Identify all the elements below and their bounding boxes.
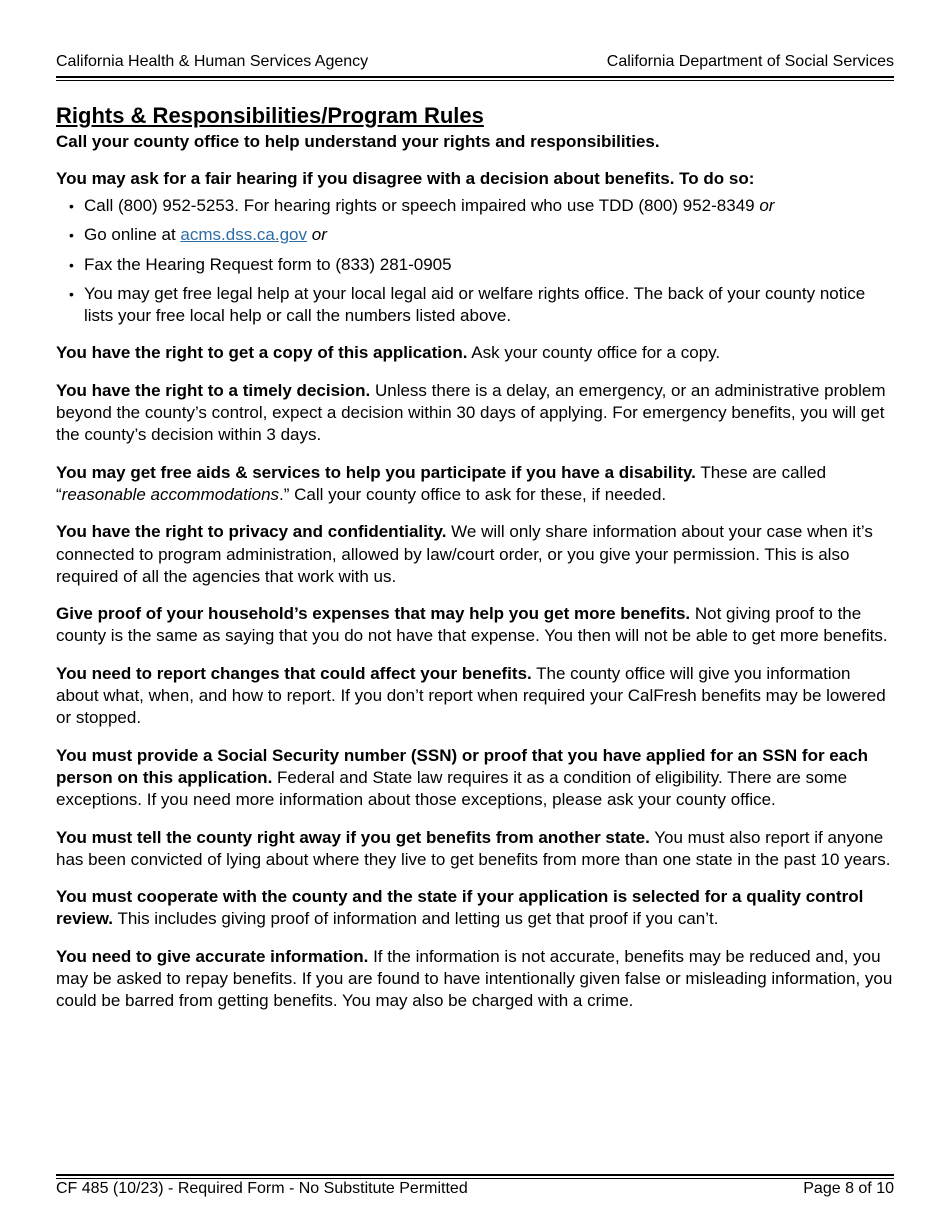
department-name: California Department of Social Services xyxy=(606,53,894,70)
running-header xyxy=(56,52,894,72)
header-divider xyxy=(56,76,894,81)
list-item-call: • Call (800) 952-5253. For hearing rights or speech impaired who use TDD (800) 952-8349 or xyxy=(56,195,894,217)
paragraph-privacy: You have the right to privacy and confidentiality. We will only share information about your case when it’s connected to program administration, allowed by law/court order, or you give your permission. This is also required of all the agencies that work with us. xyxy=(56,522,873,586)
paragraph-timely-decision: You have the right to a timely decision. Unless there is a delay, an emergency, or an administrative problem beyond the county’s control, expect a decision within 30 days of applying. For emergency benefits, you will get the county’s decision within 3 days. xyxy=(56,380,886,445)
paragraph-disability-aids: You may get free aids & services to help you participate if you have a disability. These are called “reasonable accommodations.” Call your county office to ask for these, if needed. xyxy=(56,462,827,504)
form-id: CF 485 (10/23) - Required Form - No Substitute Permitted xyxy=(56,1180,468,1197)
agency-name: California Health & Human Services Agency xyxy=(56,53,369,70)
running-footer xyxy=(56,1179,894,1199)
list-item-online: • Go online at acms.dss.ca.gov or xyxy=(56,224,894,246)
fair-hearing-options xyxy=(56,195,894,327)
page-number: Page 8 of 10 xyxy=(803,1180,894,1197)
fair-hearing-lead: You may ask for a fair hearing if you disagree with a decision about benefits. To do so: xyxy=(56,169,755,188)
paragraph-other-state-benefits: You must tell the county right away if you get benefits from another state. You must also report if anyone has been convicted of lying about where they live to get benefits from more than one state in the past 10 years. xyxy=(56,827,891,869)
paragraph-ssn: You must provide a Social Security number (SSN) or proof that you have applied for an SSN for each person on this application. Federal and State law requires it as a condition of eligibility. There are some exceptions. If you need more information about those exceptions, please ask your county office. xyxy=(56,745,869,810)
acms-link[interactable]: acms.dss.ca.gov xyxy=(180,225,308,245)
paragraph-copy-of-application: You have the right to get a copy of this application. Ask your county office for a copy. xyxy=(56,343,721,363)
paragraph-accurate-information: You need to give accurate information. If the information is not accurate, benefits may be reduced and, you may be asked to repay benefits. If you are found to have intentionally given false or misleading information, you could be barred from getting benefits. You may also be charged with a crime. xyxy=(56,946,893,1011)
paragraph-report-changes: You need to report changes that could affect your benefits. The county office will give you information about what, when, and how to report. If you don’t report when required your CalFresh benefits may be lowered or stopped. xyxy=(56,663,886,728)
paragraph-household-expenses: Give proof of your household’s expenses that may help you get more benefits. Not giving proof to the county is the same as saying that you do not have that expense. You then will not be able to get more benefits. xyxy=(56,604,888,646)
page-title: Rights & Responsibilities/Program Rules xyxy=(56,103,484,128)
list-item-fax: • Fax the Hearing Request form to (833) 281-0905 xyxy=(56,254,894,276)
paragraph-quality-control: You must cooperate with the county and the state if your application is selected for a quality control review. This includes giving proof of information and letting us get that proof if you can’t. xyxy=(56,887,864,929)
page-content xyxy=(56,102,894,1013)
intro-text: Call your county office to help understand your rights and responsibilities. xyxy=(56,132,660,151)
list-item-legal-help: • You may get free legal help at your local legal aid or welfare rights office. The back of your county notice lists your free local help or call the numbers listed above. xyxy=(56,283,894,328)
